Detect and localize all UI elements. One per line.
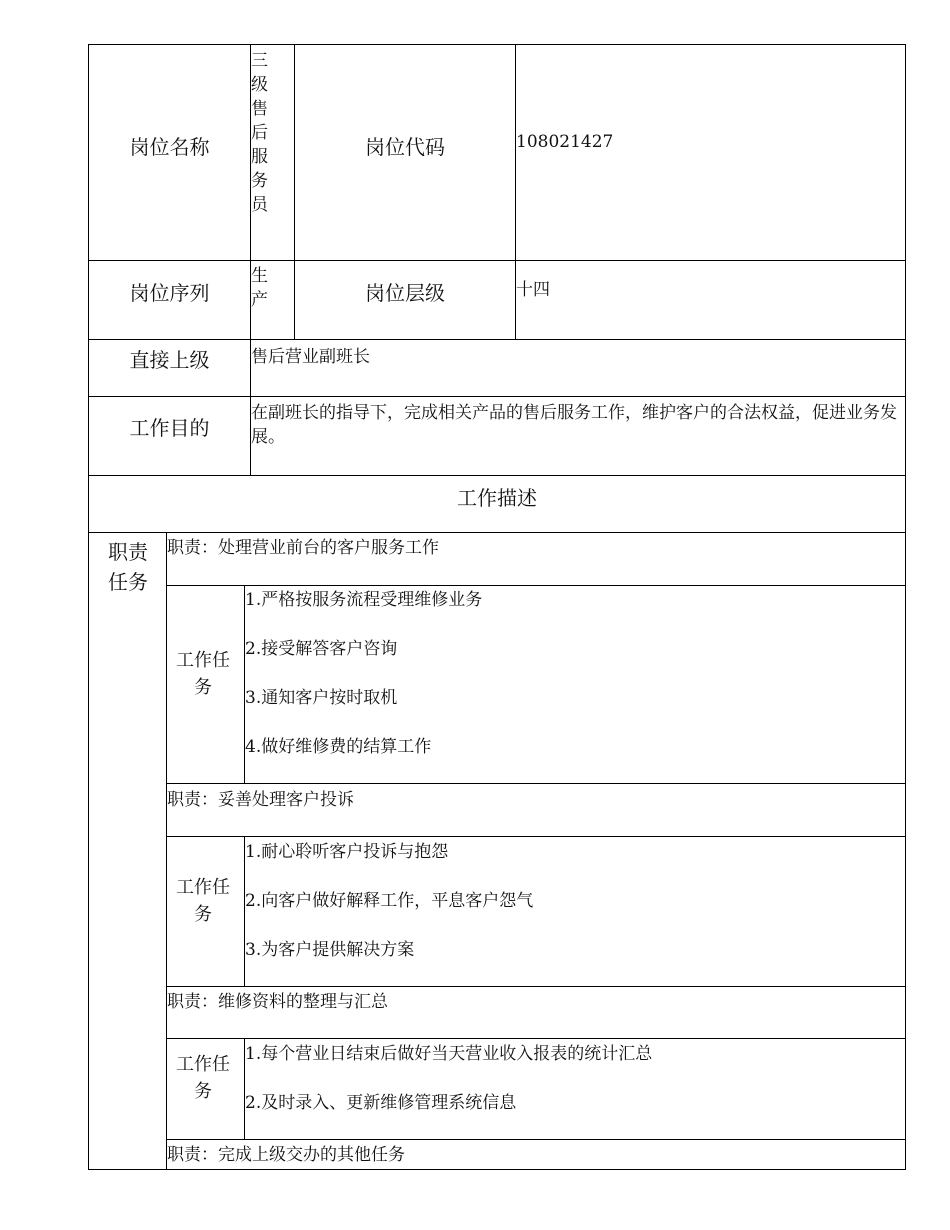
row-divider — [89, 339, 905, 340]
task-list — [245, 840, 533, 987]
duty-title: 职责：维修资料的整理与汇总 — [167, 992, 388, 1012]
post-series-value: 生产 — [251, 266, 268, 310]
row-divider — [166, 836, 905, 837]
duty-title: 职责：完成上级交办的其他任务 — [167, 1145, 405, 1165]
row-divider — [166, 585, 905, 586]
description-title: 工作描述 — [457, 486, 537, 510]
task-list — [245, 588, 482, 784]
post-name-label: 岗位名称 — [129, 135, 210, 159]
duty-title: 职责：处理营业前台的客户服务工作 — [167, 538, 439, 558]
task-item: 2.及时录入、更新维修管理系统信息 — [245, 1093, 517, 1113]
purpose-label: 工作目的 — [129, 416, 210, 440]
task-item: 2.接受解答客户咨询 — [245, 639, 398, 659]
row-divider — [89, 260, 905, 261]
duty-title: 职责：妥善处理客户投诉 — [167, 790, 354, 810]
post-series-label: 岗位序列 — [129, 281, 210, 305]
post-code-value: 108021427 — [516, 132, 614, 152]
task-list — [245, 1042, 652, 1140]
row-divider — [166, 1038, 905, 1039]
task-label: 工作任务 — [176, 1054, 230, 1102]
task-item: 1.严格按服务流程受理维修业务 — [245, 590, 483, 610]
purpose-value: 在副班长的指导下，完成相关产品的售后服务工作，维护客户的合法权益，促进业务发展。 — [251, 403, 897, 447]
post-level-value: 十四 — [516, 280, 550, 300]
job-description-table — [88, 44, 906, 1170]
row-divider — [89, 396, 905, 397]
task-item: 4.做好维修费的结算工作 — [245, 737, 432, 757]
post-code-label: 岗位代码 — [365, 135, 445, 159]
row-divider — [89, 532, 905, 533]
section-label: 职责任务 — [108, 540, 148, 594]
supervisor-value: 售后营业副班长 — [251, 347, 370, 367]
task-item: 2.向客户做好解释工作，平息客户怨气 — [245, 891, 534, 911]
row-divider — [89, 475, 905, 476]
task-item: 3.为客户提供解决方案 — [245, 940, 415, 960]
supervisor-label: 直接上级 — [129, 348, 210, 372]
task-item: 3.通知客户按时取机 — [245, 688, 398, 708]
task-label: 工作任务 — [176, 650, 230, 698]
col-divider — [166, 532, 167, 1169]
post-name-value: 三级售后服务员 — [251, 51, 268, 215]
task-label: 工作任务 — [176, 877, 230, 925]
task-item: 1.每个营业日结束后做好当天营业收入报表的统计汇总 — [245, 1044, 653, 1064]
post-level-label: 岗位层级 — [365, 281, 445, 305]
task-item: 1.耐心聆听客户投诉与抱怨 — [245, 842, 449, 862]
